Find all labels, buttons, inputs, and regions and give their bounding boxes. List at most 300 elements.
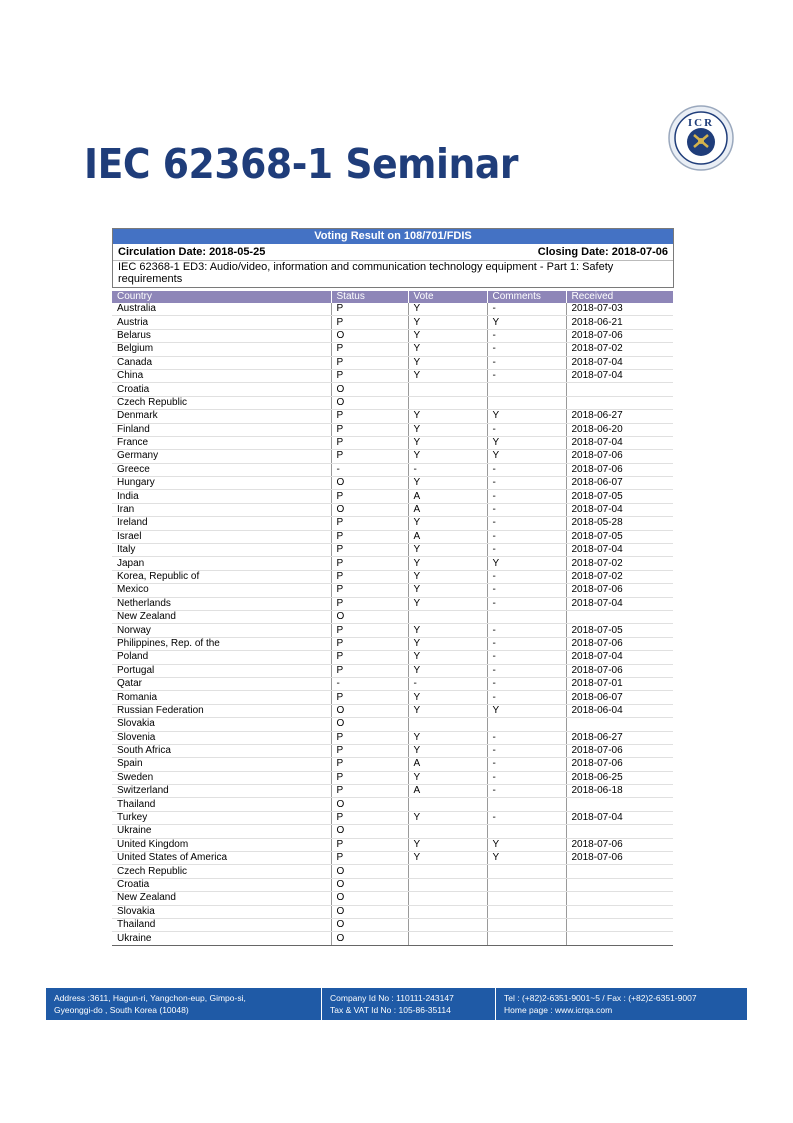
cell-comments: - xyxy=(487,517,566,530)
cell-status: P xyxy=(331,316,408,329)
cell-country: Belarus xyxy=(112,329,331,342)
table-row xyxy=(112,758,673,771)
cell-received: 2018-07-06 xyxy=(566,584,673,597)
cell-vote: Y xyxy=(408,852,487,865)
cell-received: 2018-07-06 xyxy=(566,744,673,757)
cell-country: Thailand xyxy=(112,798,331,811)
cell-vote: Y xyxy=(408,771,487,784)
footer-contact xyxy=(496,988,747,1020)
cell-comments: - xyxy=(487,503,566,516)
cell-status: P xyxy=(331,544,408,557)
cell-country: United States of America xyxy=(112,852,331,865)
icr-seal-logo xyxy=(667,104,735,172)
cell-received: 2018-07-06 xyxy=(566,664,673,677)
cell-vote xyxy=(408,918,487,931)
cell-comments: - xyxy=(487,477,566,490)
cell-vote xyxy=(408,932,487,945)
cell-comments: - xyxy=(487,530,566,543)
cell-vote: Y xyxy=(408,557,487,570)
cell-status: O xyxy=(331,610,408,623)
tax-id: Tax & VAT Id No : 105-86-35114 xyxy=(330,1005,451,1015)
cell-comments xyxy=(487,396,566,409)
table-row xyxy=(112,570,673,583)
cell-status: P xyxy=(331,343,408,356)
cell-comments: - xyxy=(487,731,566,744)
table-row xyxy=(112,677,673,690)
table-row xyxy=(112,798,673,811)
cell-vote xyxy=(408,798,487,811)
cell-status: P xyxy=(331,450,408,463)
cell-status: O xyxy=(331,718,408,731)
cell-status: P xyxy=(331,530,408,543)
cell-vote xyxy=(408,878,487,891)
cell-comments: - xyxy=(487,490,566,503)
table-row xyxy=(112,744,673,757)
cell-status: P xyxy=(331,744,408,757)
cell-comments: - xyxy=(487,597,566,610)
cell-vote xyxy=(408,718,487,731)
address-line-1: Address :3611, Hagun-ri, Yangchon-eup, Gimpo-si, xyxy=(54,993,246,1003)
cell-country: United Kingdom xyxy=(112,838,331,851)
table-row xyxy=(112,557,673,570)
cell-status: P xyxy=(331,557,408,570)
cell-received xyxy=(566,825,673,838)
cell-status: O xyxy=(331,865,408,878)
cell-country: Czech Republic xyxy=(112,396,331,409)
cell-country: Switzerland xyxy=(112,785,331,798)
cell-comments: - xyxy=(487,677,566,690)
cell-status: O xyxy=(331,383,408,396)
cell-received: 2018-07-06 xyxy=(566,329,673,342)
table-row xyxy=(112,852,673,865)
header-comments: Comments xyxy=(487,291,566,303)
cell-status: P xyxy=(331,651,408,664)
table-row xyxy=(112,396,673,409)
cell-comments: Y xyxy=(487,316,566,329)
cell-status: - xyxy=(331,463,408,476)
table-row xyxy=(112,436,673,449)
cell-vote: Y xyxy=(408,477,487,490)
cell-vote: Y xyxy=(408,356,487,369)
table-row xyxy=(112,423,673,436)
table-row xyxy=(112,503,673,516)
cell-comments xyxy=(487,798,566,811)
table-row xyxy=(112,838,673,851)
cell-country: Ukraine xyxy=(112,932,331,945)
cell-status: O xyxy=(331,477,408,490)
cell-status: P xyxy=(331,771,408,784)
cell-comments xyxy=(487,892,566,905)
cell-vote: A xyxy=(408,785,487,798)
cell-country: Austria xyxy=(112,316,331,329)
vote-banner: Voting Result on 108/701/FDIS xyxy=(113,229,673,244)
cell-vote: Y xyxy=(408,423,487,436)
cell-comments xyxy=(487,825,566,838)
cell-received: 2018-06-04 xyxy=(566,704,673,717)
cell-status: P xyxy=(331,852,408,865)
table-row xyxy=(112,329,673,342)
table-row xyxy=(112,517,673,530)
cell-comments: - xyxy=(487,624,566,637)
header-received: Received xyxy=(566,291,673,303)
cell-vote xyxy=(408,383,487,396)
cell-country: Japan xyxy=(112,557,331,570)
cell-comments: - xyxy=(487,423,566,436)
cell-status: O xyxy=(331,503,408,516)
cell-country: Mexico xyxy=(112,584,331,597)
cell-country: Thailand xyxy=(112,918,331,931)
cell-country: Philippines, Rep. of the xyxy=(112,637,331,650)
cell-received: 2018-06-07 xyxy=(566,477,673,490)
cell-received: 2018-07-04 xyxy=(566,597,673,610)
voting-table xyxy=(112,291,673,946)
cell-comments: Y xyxy=(487,450,566,463)
table-row xyxy=(112,369,673,382)
cell-received xyxy=(566,918,673,931)
cell-status: P xyxy=(331,624,408,637)
cell-vote: A xyxy=(408,503,487,516)
cell-country: China xyxy=(112,369,331,382)
cell-received: 2018-07-05 xyxy=(566,530,673,543)
circulation-date: Circulation Date: 2018-05-25 xyxy=(118,246,266,258)
cell-received: 2018-07-06 xyxy=(566,463,673,476)
cell-status: O xyxy=(331,825,408,838)
cell-country: Qatar xyxy=(112,677,331,690)
cell-received: 2018-07-01 xyxy=(566,677,673,690)
table-row xyxy=(112,918,673,931)
table-row xyxy=(112,597,673,610)
cell-received: 2018-07-06 xyxy=(566,758,673,771)
table-row xyxy=(112,637,673,650)
cell-status: P xyxy=(331,838,408,851)
table-row xyxy=(112,811,673,824)
cell-vote: Y xyxy=(408,517,487,530)
cell-vote: A xyxy=(408,758,487,771)
cell-country: Hungary xyxy=(112,477,331,490)
cell-vote: Y xyxy=(408,544,487,557)
cell-received: 2018-07-02 xyxy=(566,570,673,583)
cell-status: P xyxy=(331,570,408,583)
cell-received xyxy=(566,610,673,623)
cell-country: Ukraine xyxy=(112,825,331,838)
cell-status: O xyxy=(331,905,408,918)
cell-country: Russian Federation xyxy=(112,704,331,717)
cell-received: 2018-06-21 xyxy=(566,316,673,329)
table-row xyxy=(112,664,673,677)
table-row xyxy=(112,932,673,945)
cell-comments xyxy=(487,865,566,878)
cell-comments: - xyxy=(487,329,566,342)
cell-vote: Y xyxy=(408,369,487,382)
table-row xyxy=(112,610,673,623)
address-line-2: Gyeonggi-do , South Korea (10048) xyxy=(54,1005,189,1015)
cell-comments: - xyxy=(487,637,566,650)
cell-received: 2018-07-06 xyxy=(566,450,673,463)
cell-vote: Y xyxy=(408,570,487,583)
cell-vote xyxy=(408,396,487,409)
cell-vote: Y xyxy=(408,838,487,851)
cell-country: Finland xyxy=(112,423,331,436)
cell-received: 2018-07-04 xyxy=(566,503,673,516)
header-vote: Vote xyxy=(408,291,487,303)
cell-country: Slovakia xyxy=(112,905,331,918)
cell-country: Netherlands xyxy=(112,597,331,610)
cell-vote xyxy=(408,905,487,918)
table-row xyxy=(112,718,673,731)
cell-received xyxy=(566,932,673,945)
cell-comments: - xyxy=(487,463,566,476)
cell-country: Australia xyxy=(112,303,331,316)
table-row xyxy=(112,865,673,878)
cell-country: Korea, Republic of xyxy=(112,570,331,583)
table-row xyxy=(112,771,673,784)
cell-country: Denmark xyxy=(112,410,331,423)
cell-status: O xyxy=(331,878,408,891)
table-row xyxy=(112,316,673,329)
cell-country: Iran xyxy=(112,503,331,516)
cell-status: P xyxy=(331,436,408,449)
cell-comments: - xyxy=(487,651,566,664)
cell-comments: Y xyxy=(487,436,566,449)
cell-comments: - xyxy=(487,691,566,704)
cell-country: South Africa xyxy=(112,744,331,757)
logo-text: ICR xyxy=(687,117,715,129)
cell-received: 2018-07-04 xyxy=(566,356,673,369)
cell-vote: Y xyxy=(408,691,487,704)
date-row xyxy=(113,244,673,261)
cell-received: 2018-06-07 xyxy=(566,691,673,704)
table-row xyxy=(112,892,673,905)
header-country: Country xyxy=(112,291,331,303)
cell-received: 2018-07-03 xyxy=(566,303,673,316)
cell-status: O xyxy=(331,932,408,945)
cell-country: Croatia xyxy=(112,878,331,891)
table-row xyxy=(112,530,673,543)
cell-vote xyxy=(408,610,487,623)
cell-received: 2018-07-06 xyxy=(566,838,673,851)
cell-received: 2018-06-27 xyxy=(566,410,673,423)
cell-country: Slovakia xyxy=(112,718,331,731)
table-row xyxy=(112,825,673,838)
cell-country: Israel xyxy=(112,530,331,543)
cell-comments: - xyxy=(487,811,566,824)
cell-comments: - xyxy=(487,584,566,597)
homepage-link[interactable]: Home page : www.icrqa.com xyxy=(504,1005,613,1015)
cell-comments: Y xyxy=(487,557,566,570)
cell-received: 2018-07-02 xyxy=(566,343,673,356)
cell-vote: A xyxy=(408,490,487,503)
cell-received xyxy=(566,878,673,891)
cell-received: 2018-05-28 xyxy=(566,517,673,530)
cell-received: 2018-06-25 xyxy=(566,771,673,784)
cell-received xyxy=(566,865,673,878)
company-id: Company Id No : 110111-243147 xyxy=(330,993,454,1003)
table-row xyxy=(112,383,673,396)
table-row xyxy=(112,731,673,744)
table-row xyxy=(112,343,673,356)
table-row xyxy=(112,303,673,316)
table-row xyxy=(112,878,673,891)
cell-received xyxy=(566,905,673,918)
table-row xyxy=(112,785,673,798)
cell-received xyxy=(566,718,673,731)
cell-country: Slovenia xyxy=(112,731,331,744)
table-row xyxy=(112,905,673,918)
cell-vote: Y xyxy=(408,316,487,329)
cell-comments: - xyxy=(487,785,566,798)
cell-country: Turkey xyxy=(112,811,331,824)
cell-vote: Y xyxy=(408,744,487,757)
cell-received: 2018-07-02 xyxy=(566,557,673,570)
cell-country: Belgium xyxy=(112,343,331,356)
cell-comments: - xyxy=(487,758,566,771)
cell-status: P xyxy=(331,356,408,369)
cell-country: Canada xyxy=(112,356,331,369)
cell-country: Portugal xyxy=(112,664,331,677)
cell-status: - xyxy=(331,677,408,690)
cell-comments xyxy=(487,918,566,931)
cell-comments: - xyxy=(487,343,566,356)
cell-comments: - xyxy=(487,771,566,784)
cell-received xyxy=(566,396,673,409)
header-status: Status xyxy=(331,291,408,303)
cell-vote: Y xyxy=(408,303,487,316)
cell-country: New Zealand xyxy=(112,892,331,905)
cell-received xyxy=(566,798,673,811)
footer-bar xyxy=(46,988,747,1020)
cell-vote: - xyxy=(408,677,487,690)
cell-status: P xyxy=(331,423,408,436)
cell-status: P xyxy=(331,785,408,798)
cell-country: India xyxy=(112,490,331,503)
cell-vote: Y xyxy=(408,329,487,342)
cell-comments xyxy=(487,383,566,396)
cell-received: 2018-07-05 xyxy=(566,490,673,503)
cell-vote: Y xyxy=(408,731,487,744)
cell-vote: A xyxy=(408,530,487,543)
cell-received: 2018-07-04 xyxy=(566,651,673,664)
cell-country: Czech Republic xyxy=(112,865,331,878)
cell-received xyxy=(566,892,673,905)
cell-country: Italy xyxy=(112,544,331,557)
cell-received: 2018-06-27 xyxy=(566,731,673,744)
cell-status: P xyxy=(331,490,408,503)
cell-status: P xyxy=(331,664,408,677)
cell-comments xyxy=(487,610,566,623)
cell-vote: Y xyxy=(408,811,487,824)
cell-comments: - xyxy=(487,356,566,369)
cell-comments xyxy=(487,878,566,891)
cell-country: Poland xyxy=(112,651,331,664)
cell-status: P xyxy=(331,303,408,316)
cell-status: P xyxy=(331,637,408,650)
cell-comments: - xyxy=(487,664,566,677)
cell-received: 2018-07-05 xyxy=(566,624,673,637)
cell-vote: Y xyxy=(408,436,487,449)
cell-country: Sweden xyxy=(112,771,331,784)
cell-status: P xyxy=(331,811,408,824)
cell-vote: Y xyxy=(408,664,487,677)
cell-comments xyxy=(487,905,566,918)
cell-status: P xyxy=(331,410,408,423)
cell-vote: Y xyxy=(408,450,487,463)
cell-comments: Y xyxy=(487,704,566,717)
table-row xyxy=(112,450,673,463)
cell-status: O xyxy=(331,798,408,811)
cell-status: O xyxy=(331,329,408,342)
cell-vote: Y xyxy=(408,584,487,597)
table-row xyxy=(112,477,673,490)
cell-vote: Y xyxy=(408,597,487,610)
cell-vote: Y xyxy=(408,624,487,637)
cell-comments: Y xyxy=(487,838,566,851)
cell-received: 2018-07-06 xyxy=(566,637,673,650)
cell-vote: Y xyxy=(408,651,487,664)
cell-vote xyxy=(408,865,487,878)
table-row xyxy=(112,651,673,664)
cell-received: 2018-07-04 xyxy=(566,369,673,382)
cell-comments: - xyxy=(487,570,566,583)
table-row xyxy=(112,704,673,717)
cell-country: Norway xyxy=(112,624,331,637)
footer-company xyxy=(322,988,496,1020)
cell-status: O xyxy=(331,396,408,409)
cell-received: 2018-07-04 xyxy=(566,436,673,449)
cell-status: P xyxy=(331,597,408,610)
cell-comments: - xyxy=(487,544,566,557)
cell-comments: - xyxy=(487,303,566,316)
cell-vote: Y xyxy=(408,704,487,717)
cell-country: Romania xyxy=(112,691,331,704)
tel-fax: Tel : (+82)2-6351-9001~5 / Fax : (+82)2-6351-9007 xyxy=(504,993,697,1003)
cell-received: 2018-07-06 xyxy=(566,852,673,865)
cell-vote xyxy=(408,892,487,905)
table-row xyxy=(112,463,673,476)
table-row xyxy=(112,356,673,369)
footer-address xyxy=(46,988,322,1020)
cell-vote: Y xyxy=(408,410,487,423)
cell-comments xyxy=(487,718,566,731)
cell-received xyxy=(566,383,673,396)
page-title: IEC 62368-1 Seminar xyxy=(84,140,519,188)
cell-received: 2018-07-04 xyxy=(566,544,673,557)
table-row xyxy=(112,410,673,423)
table-body xyxy=(112,303,673,945)
cell-comments: Y xyxy=(487,852,566,865)
cell-vote: Y xyxy=(408,637,487,650)
cell-status: P xyxy=(331,731,408,744)
cell-received: 2018-06-18 xyxy=(566,785,673,798)
table-row xyxy=(112,544,673,557)
cell-vote xyxy=(408,825,487,838)
table-row xyxy=(112,584,673,597)
cell-vote: Y xyxy=(408,343,487,356)
vote-header-box xyxy=(112,228,674,288)
cell-comments: - xyxy=(487,369,566,382)
table-row xyxy=(112,624,673,637)
cell-comments: - xyxy=(487,744,566,757)
cell-status: P xyxy=(331,758,408,771)
cell-country: Greece xyxy=(112,463,331,476)
cell-country: New Zealand xyxy=(112,610,331,623)
cell-country: Spain xyxy=(112,758,331,771)
cell-vote: - xyxy=(408,463,487,476)
cell-comments xyxy=(487,932,566,945)
cell-status: O xyxy=(331,704,408,717)
closing-date: Closing Date: 2018-07-06 xyxy=(537,246,668,258)
cell-country: Germany xyxy=(112,450,331,463)
cell-status: P xyxy=(331,691,408,704)
